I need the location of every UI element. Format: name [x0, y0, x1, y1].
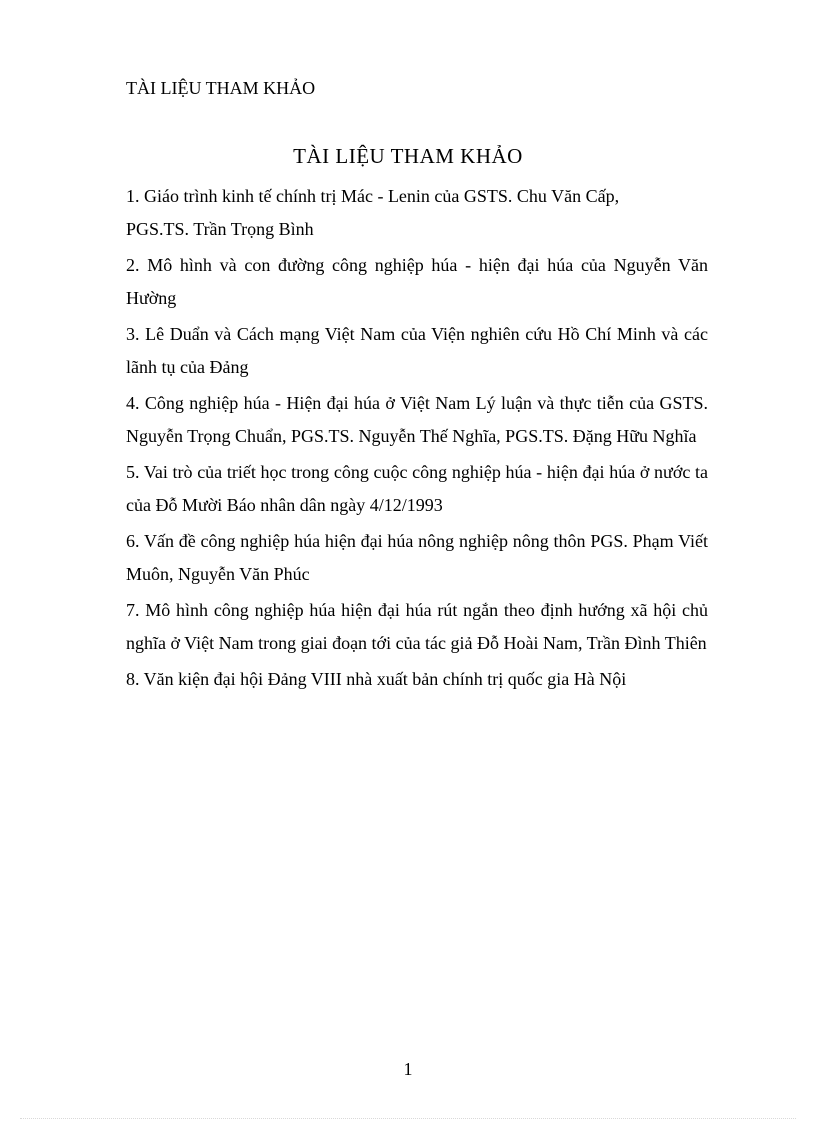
header-title: TÀI LIỆU THAM KHẢO — [126, 78, 316, 98]
reference-item-1 — [126, 180, 708, 245]
reference-list — [126, 180, 708, 700]
page-number: 1 — [403, 1059, 413, 1079]
reference-text: 1. Giáo trình kinh tế chính trị Mác - Lenin của GSTS. Chu Văn Cấp, — [126, 186, 620, 206]
reference-item-8: 8. Văn kiện đại hội Đảng VIII nhà xuất bản chính trị quốc gia Hà Nội — [126, 669, 627, 689]
reference-item-4: 4. Công nghiệp húa - Hiện đại húa ở Việt Nam Lý luận và thực tiễn của GSTS. Nguyễn Trọng Chuẩn, PGS.TS. Nguyễn Thế Nghĩa, PGS.TS. Đặng Hữu Nghĩa — [126, 393, 708, 446]
reference-item-3: 3. Lê Duẩn và Cách mạng Việt Nam của Viện nghiên cứu Hồ Chí Minh và các lãnh tụ của Đảng — [126, 324, 708, 377]
reference-continuation: PGS.TS. Trần Trọng Bình — [126, 218, 314, 239]
page-bottom-divider — [20, 1118, 796, 1119]
page-title: TÀI LIỆU THAM KHẢO — [293, 144, 523, 168]
reference-item-7: 7. Mô hình công nghiệp húa hiện đại húa rút ngắn theo định hướng xã hội chủ nghĩa ở Việt Nam trong giai đoạn tới của tác giả Đỗ Hoài Nam, Trần Đình Thiên — [126, 600, 708, 653]
reference-item-5: 5. Vai trò của triết học trong công cuộc công nghiệp húa - hiện đại húa ở nước ta của Đỗ Mười Báo nhân dân ngày 4/12/1993 — [126, 462, 708, 515]
reference-item-2: 2. Mô hình và con đường công nghiệp húa - hiện đại húa của Nguyễn Văn Hường — [126, 255, 708, 308]
reference-item-6: 6. Vấn đề công nghiệp húa hiện đại húa nông nghiệp nông thôn PGS. Phạm Viết Muôn, Nguyễn Văn Phúc — [126, 531, 708, 584]
